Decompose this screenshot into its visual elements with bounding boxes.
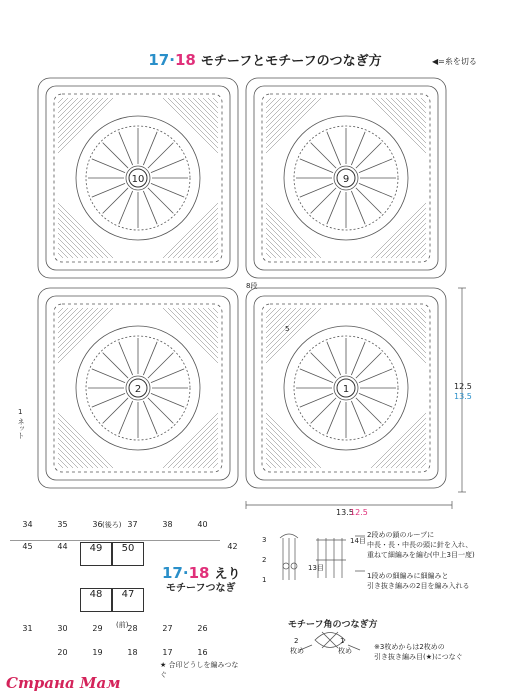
title-text: モチーフとモチーフのつなぎ方 bbox=[200, 54, 382, 69]
stitch-note-2: 中長・長・中長の頭に針を入れ、 bbox=[367, 541, 473, 549]
corner-left-num: 2 bbox=[294, 637, 299, 645]
row-1-label: 1 bbox=[18, 408, 23, 416]
stitch-note-5: 引き抜き編みの2目を編み入れる bbox=[367, 582, 470, 590]
width-label-2: 12.5 bbox=[350, 508, 368, 517]
row-13-label: 13目 bbox=[308, 564, 324, 572]
back-label: (後ろ) bbox=[102, 521, 122, 529]
title-number-18: 18 bbox=[174, 51, 196, 69]
corner-title: モチーフ角のつなぎ方 bbox=[288, 620, 378, 630]
grid-cell: 29 bbox=[92, 624, 103, 633]
grid-cell: 26 bbox=[197, 624, 208, 633]
front-label: (前) bbox=[116, 621, 129, 629]
layout-grid bbox=[10, 520, 245, 679]
grid-cell: 36 bbox=[80, 520, 115, 541]
collar-number-18: 18 bbox=[188, 564, 210, 582]
grid-cell: 30 bbox=[57, 624, 68, 633]
grid-cell: 42 bbox=[227, 542, 238, 551]
motif-9-label: 9 bbox=[342, 174, 350, 185]
width-label-1: 13.5 bbox=[336, 508, 354, 517]
corner-note-2: 引き抜き編み目(★)につなぐ bbox=[374, 653, 463, 661]
motif-10-label: 10 bbox=[131, 174, 145, 185]
net-label: ネット bbox=[17, 418, 25, 439]
watermark: Страна Мам bbox=[6, 674, 121, 692]
collar-dot: · bbox=[182, 564, 189, 582]
grid-cell: 17 bbox=[162, 648, 173, 657]
grid-cell: 45 bbox=[22, 542, 33, 551]
grid-cell: 18 bbox=[127, 648, 138, 657]
grid-cell: 35 bbox=[45, 520, 80, 541]
grid-cell: 28 bbox=[127, 624, 138, 633]
cut-yarn-note: ◀=糸を切る bbox=[432, 57, 477, 66]
collar-text: えり bbox=[214, 567, 241, 582]
row-5-label: 5 bbox=[285, 325, 290, 333]
row-3-label: 3 bbox=[262, 536, 267, 544]
title-dot: · bbox=[169, 51, 175, 69]
grid-cell: 40 bbox=[185, 520, 220, 541]
grid-cell-48: 48 bbox=[80, 588, 112, 612]
collar-subtitle: モチーフつなぎ bbox=[166, 583, 236, 594]
grid-cell: 38 bbox=[150, 520, 185, 541]
grid-cell: 19 bbox=[92, 648, 103, 657]
stitch-note-4: 1段めの細編みに細編みと bbox=[367, 572, 449, 580]
grid-cell: 34 bbox=[10, 520, 45, 541]
corner-right-num: 1 bbox=[340, 637, 345, 645]
grid-cell: 44 bbox=[57, 542, 68, 551]
grid-cell: 20 bbox=[57, 648, 68, 657]
corner-note-1: ※3枚めからは2枚めの bbox=[374, 643, 445, 651]
grid-cell-47: 47 bbox=[112, 588, 144, 612]
stitch-note-1: 2段めの鎖のループに bbox=[367, 531, 435, 539]
stitch-note-3: 重ねて細編みを編む(中上3目一度) bbox=[367, 551, 475, 559]
height-label-2: 13.5 bbox=[454, 392, 472, 401]
motif-squares bbox=[38, 78, 446, 488]
grid-cell-49: 49 bbox=[80, 542, 112, 566]
grid-cell: 27 bbox=[162, 624, 173, 633]
join-note: ★ 合印どうしを編みつなぐ bbox=[160, 661, 239, 679]
corner-right-label: 枚め bbox=[338, 647, 352, 655]
grid-cell: 31 bbox=[22, 624, 33, 633]
motif-1-label: 1 bbox=[342, 384, 350, 395]
grid-cell: 37 bbox=[115, 520, 150, 541]
height-label-1: 12.5 bbox=[454, 382, 472, 391]
grid-cell: 16 bbox=[197, 648, 208, 657]
corner-left-label: 枚め bbox=[290, 647, 304, 655]
collar-number-17: 17 bbox=[162, 564, 183, 582]
title-number-17: 17 bbox=[148, 51, 170, 69]
motif-2-label: 2 bbox=[134, 384, 142, 395]
row-14-label: 14目 bbox=[350, 537, 366, 545]
row-2-label: 2 bbox=[262, 556, 267, 564]
row-8-label: 8段 bbox=[246, 282, 258, 290]
row-1-label-detail: 1 bbox=[262, 576, 267, 584]
grid-cell-50: 50 bbox=[112, 542, 144, 566]
